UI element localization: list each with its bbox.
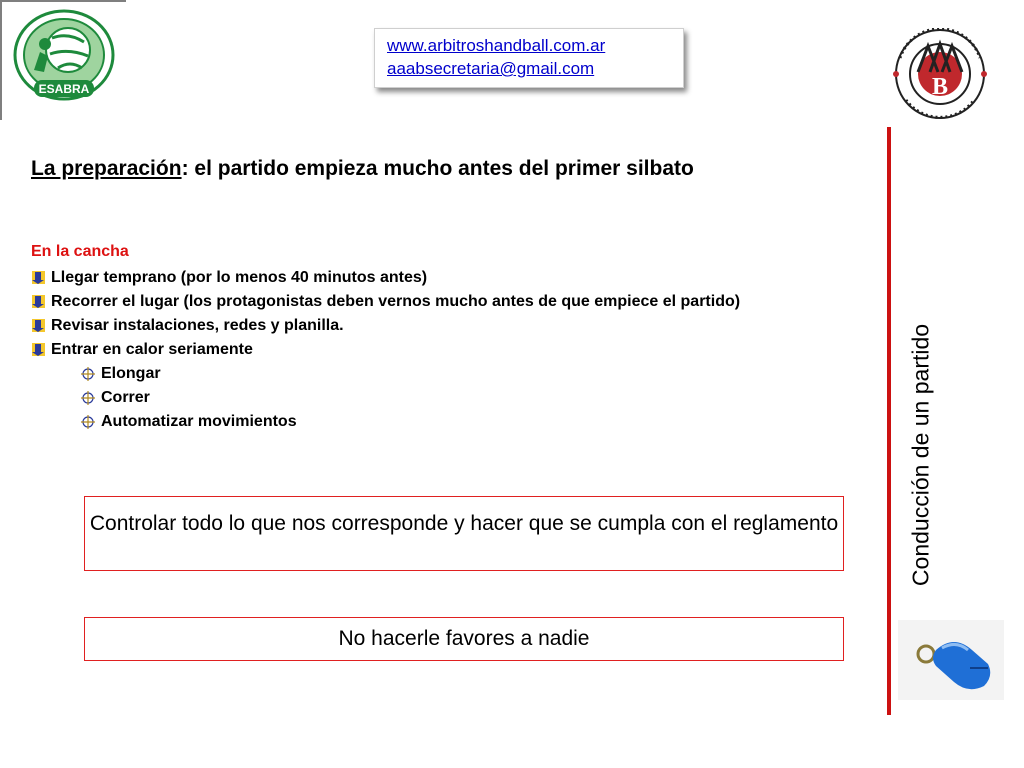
sub-list-item-text: Correr bbox=[101, 389, 150, 406]
website-link[interactable]: www.arbitroshandball.com.ar bbox=[387, 36, 606, 55]
arrow-bullet-icon bbox=[31, 318, 46, 333]
side-divider-line bbox=[887, 127, 891, 715]
heading-underlined: La preparación bbox=[31, 157, 182, 180]
corner-frame-line bbox=[0, 0, 126, 2]
crosshair-bullet-icon bbox=[81, 367, 95, 381]
callout-text: Controlar todo lo que nos corresponde y hacer que se cumpla con el reglamento bbox=[89, 512, 839, 535]
callout-box bbox=[84, 496, 844, 571]
crosshair-bullet-icon bbox=[81, 415, 95, 429]
list-item bbox=[31, 266, 821, 290]
contact-box bbox=[374, 28, 684, 88]
crosshair-bullet-icon bbox=[81, 391, 95, 405]
esabra-logo bbox=[12, 8, 116, 106]
arrow-bullet-icon bbox=[31, 270, 46, 285]
bullet-list bbox=[31, 266, 821, 434]
section-title: En la cancha bbox=[31, 243, 129, 260]
arrow-bullet-icon bbox=[31, 342, 46, 357]
whistle-icon bbox=[898, 620, 1004, 700]
sub-list-item bbox=[31, 386, 821, 410]
email-link[interactable]: aaabsecretaria@gmail.com bbox=[387, 59, 595, 78]
sub-list-item bbox=[31, 410, 821, 434]
list-item-text: Revisar instalaciones, redes y planilla. bbox=[51, 317, 344, 334]
list-item bbox=[31, 338, 821, 362]
callout-text: No hacerle favores a nadie bbox=[338, 627, 590, 650]
list-item-text: Entrar en calor seriamente bbox=[51, 341, 253, 358]
arrow-bullet-icon bbox=[31, 294, 46, 309]
list-item-text: Llegar temprano (por lo menos 40 minutos antes) bbox=[51, 269, 428, 286]
sub-list-item-text: Automatizar movimientos bbox=[101, 413, 297, 430]
side-title: Conducción de un partido bbox=[907, 323, 934, 587]
callout-box bbox=[84, 617, 844, 661]
sub-list-item bbox=[31, 362, 821, 386]
esabra-logo-text: ESABRA bbox=[38, 82, 90, 96]
list-item bbox=[31, 314, 821, 338]
list-item bbox=[31, 290, 821, 314]
page-heading bbox=[31, 154, 808, 184]
svg-text:B: B bbox=[931, 74, 949, 100]
heading-rest: : el partido empieza mucho antes del primer silbato bbox=[181, 157, 694, 180]
aaab-logo bbox=[884, 28, 996, 120]
sub-list-item-text: Elongar bbox=[101, 365, 161, 382]
corner-frame-line bbox=[0, 0, 2, 120]
list-item-text: Recorrer el lugar (los protagonistas deben vernos mucho antes de que empiece el partido) bbox=[51, 293, 741, 310]
